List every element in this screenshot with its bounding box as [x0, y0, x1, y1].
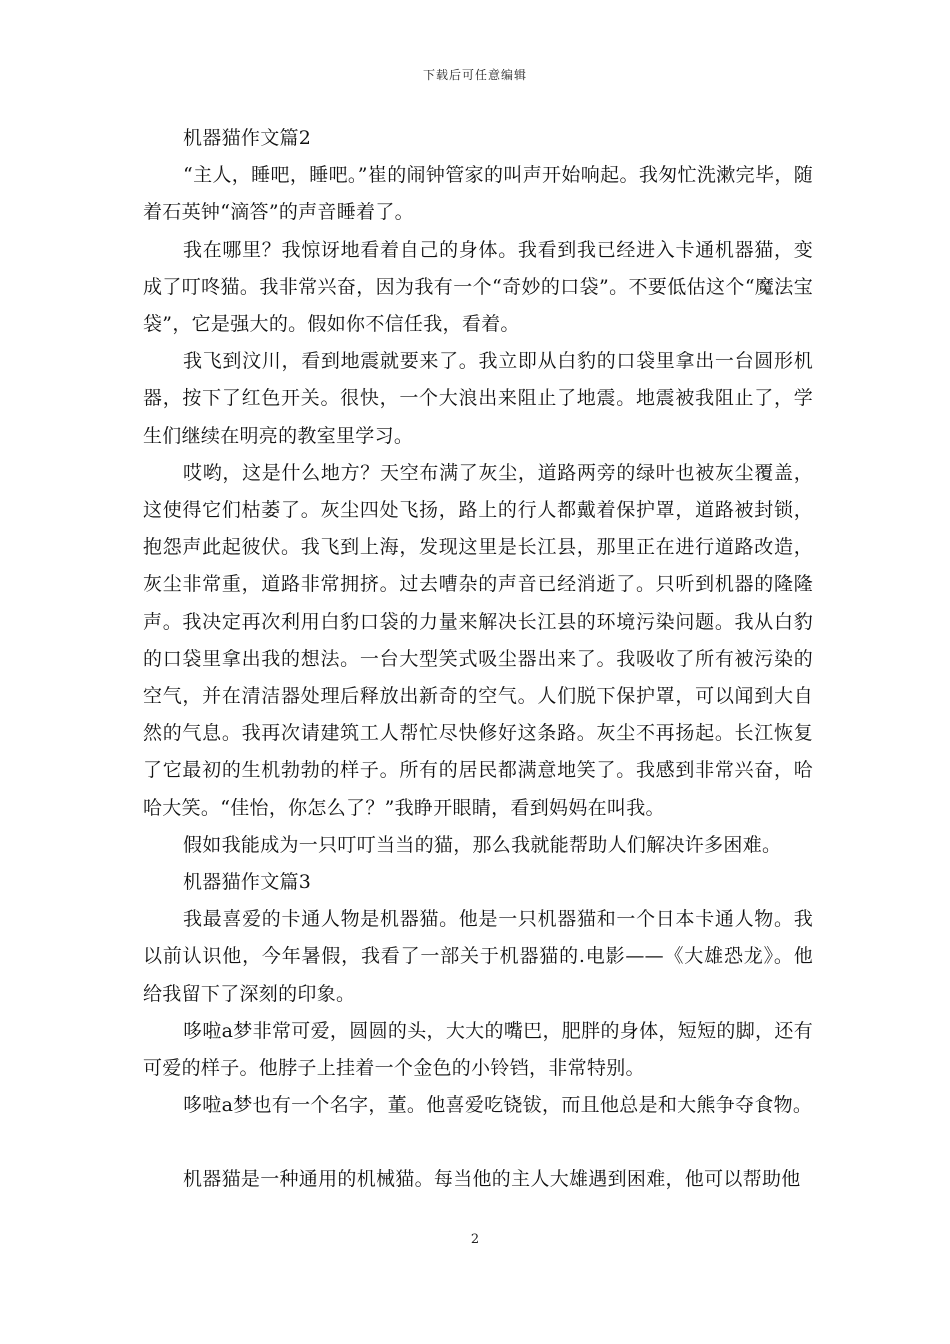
section-heading: 机器猫作文篇2: [183, 127, 312, 149]
paragraph: “主人，睡吧，睡吧。”崔的闹钟管家的叫声开始响起。我匆忙洗漱完毕，随着石英钟“滴答”的声音睡着了。: [143, 164, 813, 224]
paragraph: 哆啦a梦非常可爱，圆圆的头，大大的嘴巴，肥胖的身体，短短的脚，还有可爱的样子。他脖子上挂着一个金色的小铃铛，非常特别。: [143, 1019, 813, 1080]
section-heading: 机器猫作文篇3: [183, 871, 312, 894]
paragraph: 哆啦a梦也有一个名字，董。他喜爱吃铙钹，而且他总是和大熊争夺食物。: [183, 1094, 813, 1117]
page-number: 2: [470, 1232, 480, 1247]
paragraph: 我在哪里？我惊讶地看着自己的身体。我看到我已经进入卡通机器猫，变成了叮咚猫。我非常兴奋，因为我有一个“奇妙的口袋”。不要低估这个“魔法宝袋”，它是强大的。假如你不信任我，看着。: [143, 238, 813, 336]
paragraph: 假如我能成为一只叮叮当当的猫，那么我就能帮助人们解决许多困难。: [183, 833, 782, 856]
paragraph: 机器猫是一种通用的机械猫。每当他的主人大雄遇到困难，他可以帮助他: [183, 1168, 801, 1191]
page-header: 下载后可任意编辑: [422, 68, 527, 82]
document-body: [143, 120, 813, 1199]
blank-line: [143, 1124, 813, 1161]
paragraph: 我飞到汶川，看到地震就要来了。我立即从白豹的口袋里拿出一台圆形机器，按下了红色开关。很快，一个大浪出来阻止了地震。地震被我阻止了，学生们继续在明亮的教室里学习。: [143, 350, 813, 447]
paragraph: 我最喜爱的卡通人物是机器猫。他是一只机器猫和一个日本卡通人物。我以前认识他，今年暑假，我看了一部关于机器猫的.电影——《大雄恐龙》。他给我留下了深刻的印象。: [143, 908, 813, 1005]
paragraph: 哎哟，这是什么地方？天空布满了灰尘，道路两旁的绿叶也被灰尘覆盖，这使得它们枯萎了。灰尘四处飞扬，路上的行人都戴着保护罩，道路被封锁，抱怨声此起彼伏。我飞到上海，发现这里是长江县，那里正在进行道路改造，灰尘非常重，道路非常拥挤。过去嘈杂的声音已经消逝了。只听到机器的隆隆声。我决定再次利用白豹口袋的力量来解决长江县的环境污染问题。我从白豹的口袋里拿出我的想法。一台大型笑式吸尘器出来了。我吸收了所有被污染的空气，并在清洁器处理后释放出新奇的空气。人们脱下保护罩，可以闻到大自然的气息。我再次请建筑工人帮忙尽快修好这条路。灰尘不再扬起。长江恢复了它最初的生机勃勃的样子。所有的居民都满意地笑了。我感到非常兴奋，哈哈大笑。“佳怡，你怎么了？”我睁开眼睛，看到妈妈在叫我。: [143, 461, 813, 819]
